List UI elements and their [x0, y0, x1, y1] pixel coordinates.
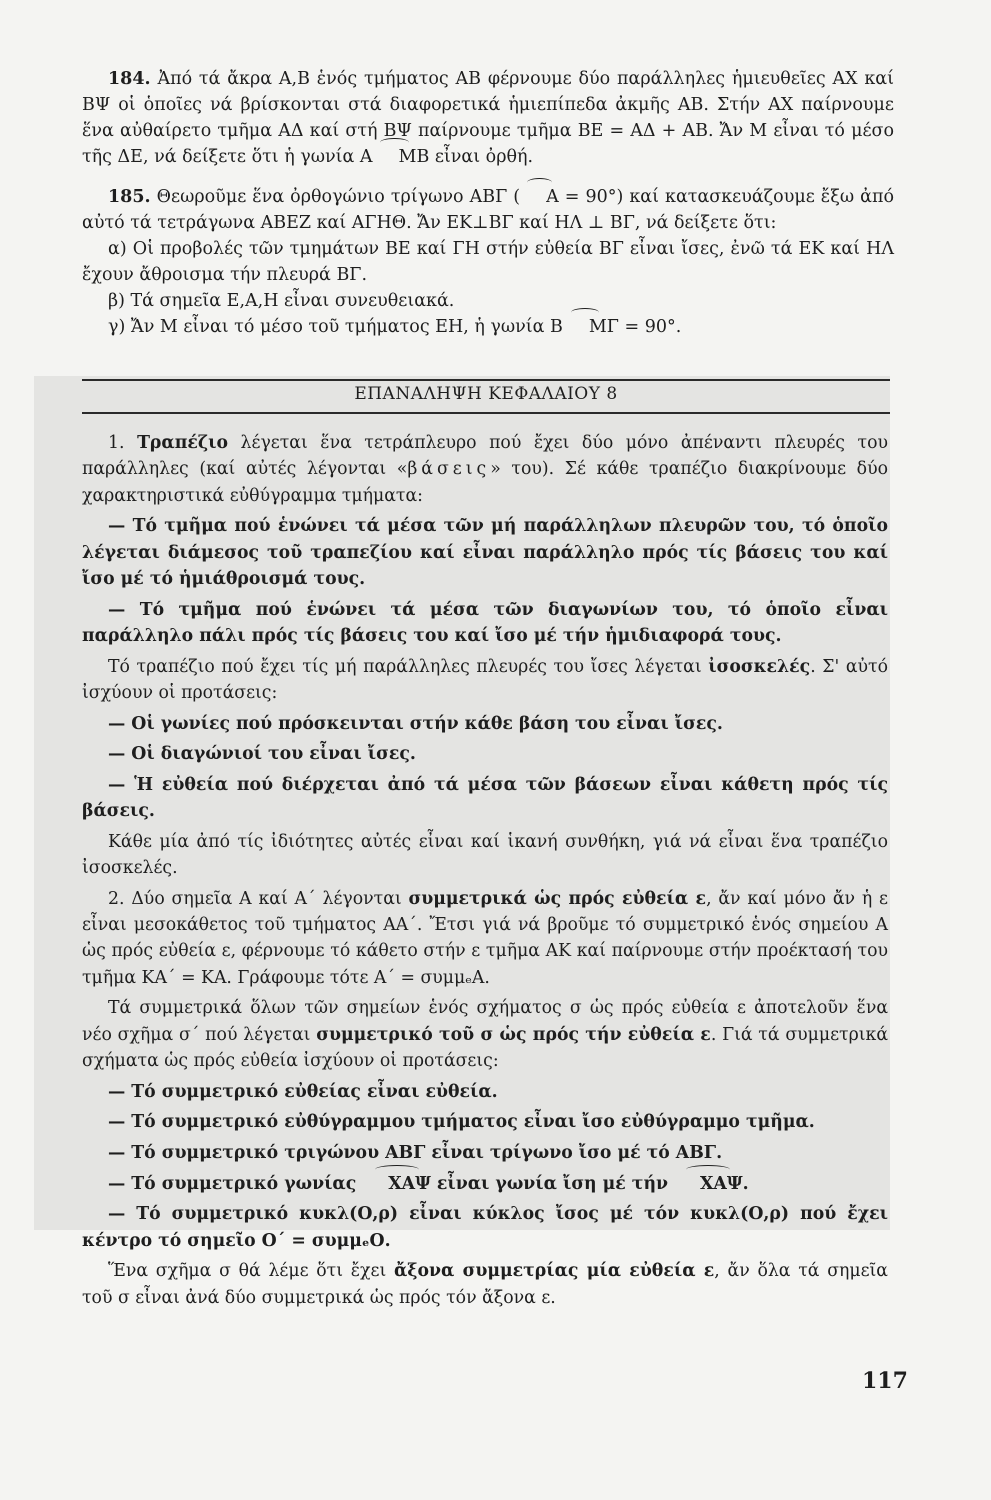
angle-vertex: Μ	[373, 144, 417, 170]
summary-paragraph	[82, 430, 888, 509]
summary-paragraph: Κάθε μία ἀπό τίς ἰδιότητες αὐτές εἶναι καί ἱκανή συνθήκη, γιά νά εἶναι ἕνα τραπέζιο ἰσοσκελές.	[82, 831, 888, 879]
summary-paragraph: — Τό τμῆμα πού ἑνώνει τά μέσα τῶν διαγωνίων του, τό ὁποῖο εἶναι παράλληλο πάλι πρός τίς βάσεις του καί ἴσο μέ τήν ἡμιδιαφορά τους.	[82, 599, 888, 646]
exercise-number: 184.	[108, 69, 151, 89]
summary-paragraph	[82, 886, 888, 991]
angle: ΧΑΨ	[674, 1171, 743, 1197]
summary-paragraph: — Τό τμῆμα πού ἑνώνει τά μέσα τῶν μή παράλληλων πλευρῶν του, τό ὁποῖο λέγεται διάμεσος τοῦ τραπεζίου καί εἶναι παράλληλο πρός τίς βάσεις του καί ἴσο μέ τό ἡμιάθροισμά τους.	[82, 516, 888, 589]
exercise-text: Ἀπό τά ἄκρα Α,Β ἑνός τμήματος ΑΒ φέρνουμε δύο παράλληλες ἡμιευθεῖες ΑΧ καί ΒΨ οἱ ὁποῖες νά βρίσκονται στά διαφορετικά ἡμιεπίπεδα ἀκμῆς ΑΒ. Στήν ΑΧ παίρνουμε ἕνα αὐθαίρετο τμῆμα ΑΔ καί στή ΒΨ παίρνουμε τμῆμα ΒΕ = ΑΔ + ΑΒ. Ἄν Μ εἶναι τό μέσο τῆς ΔΕ, νά δείξετε ὅτι ἡ γωνία Α	[82, 69, 894, 167]
text: . Γιά τά συμμετρικά σχήματα ὡς πρός εὐθεία ἰσχύουν οἱ προτάσεις:	[82, 1024, 889, 1072]
text: Τά συμμετρικά ὅλων τῶν σημείων ἑνός σχήματος σ ὡς πρός εὐθεία ε ἀποτελοῦν ἕνα νέο σχῆμα σ΄ πού λέγεται	[82, 998, 888, 1045]
summary-paragraph: — Ἡ εὐθεία πού διέρχεται ἀπό τά μέσα τῶν βάσεων εἶναι κάθετη πρός τίς βάσεις.	[82, 774, 888, 822]
exercise-text: Γ = 90°.	[606, 317, 682, 337]
text: — Τό συμμετρικό γωνίας	[108, 1173, 363, 1194]
angle: ΧΑΨ	[362, 1171, 431, 1197]
term: συμμετρικό τοῦ σ ὡς πρός τήν εὐθεία ε	[316, 1024, 711, 1045]
text: . Σ' αὐτό ἰσχύουν οἱ προτάσεις:	[82, 656, 888, 703]
summary-paragraph	[82, 1258, 888, 1311]
text: .	[742, 1173, 749, 1194]
top-rule	[82, 379, 890, 381]
summary-paragraph: — Οἱ γωνίες πού πρόσκεινται στήν κάθε βάση του εἶναι ἴσες.	[108, 713, 723, 734]
summary-paragraph	[82, 654, 888, 707]
text: Δύο σημεῖα Α καί Α΄ λέγονται	[124, 888, 409, 909]
text: Τό τραπέζιο πού ἔχει τίς μή παράλληλες πλευρές του ἴσες λέγεται	[108, 656, 709, 677]
exercise-item-a: α) Οἱ προβολές τῶν τμημάτων ΒΕ καί ΓΗ στήν εὐθεία ΒΓ εἶναι ἴσες, ἐνῶ τά ΕΚ καί ΗΛ ἔχουν ἄθροισμα τήν πλευρά ΒΓ.	[82, 239, 894, 285]
summary-paragraph	[82, 1171, 888, 1197]
section-number: 2.	[108, 888, 125, 909]
angle-vertex: Μ	[563, 314, 607, 340]
exercise-item-c	[82, 314, 894, 340]
text: , ἄν καί μόνο ἄν ἡ ε εἶναι μεσοκάθετος τοῦ τμήματος ΑΑ΄. Ἔτσι γιά νά βροῦμε τό συμμετρικό ἑνός σημείου Α ὡς πρός εὐθεία ε, φέρνουμε τό κάθετο στήν ε τμῆμα ΑΚ καί παίρνουμε στήν προέκτασή του τμῆμα ΚΑ΄ = ΚΑ. Γράφουμε τότε Α΄ = συμμₑΑ.	[82, 888, 888, 988]
exercise-184	[82, 66, 894, 170]
summary-paragraph: — Οἱ διαγώνιοί του εἶναι ἴσες.	[108, 744, 416, 765]
section-number: 1.	[108, 433, 125, 453]
chapter-summary-box	[34, 376, 890, 1308]
spaced-term: βάσεις	[407, 459, 491, 480]
text: εἶναι γωνία ἴση μέ τήν	[430, 1173, 675, 1194]
summary-body	[82, 430, 888, 1311]
exercises-section	[82, 66, 894, 340]
angle-vertex: Α	[520, 184, 559, 210]
summary-paragraph	[82, 995, 888, 1074]
exercise-item-b: β) Τά σημεῖα Ε,Α,Η εἶναι συνευθειακά.	[108, 291, 455, 311]
term: ἰσοσκελές	[708, 656, 811, 677]
term: Τραπέζιο	[137, 433, 228, 453]
text: Ἕνα σχῆμα σ θά λέμε ὅτι ἔχει	[108, 1261, 394, 1282]
exercise-185	[82, 184, 894, 340]
summary-paragraph: — Τό συμμετρικό τριγώνου ΑΒΓ εἶναι τρίγωνο ἴσο μέ τό ΑΒΓ.	[108, 1143, 723, 1164]
exercise-text: γ) Ἄν Μ εἶναι τό μέσο τοῦ τμήματος ΕΗ, ἡ γωνία Β	[108, 317, 563, 337]
term: ἄξονα συμμετρίας μία εὐθεία ε	[394, 1261, 715, 1282]
text: , ἄν ὅλα τά σημεῖα τοῦ σ εἶναι ἀνά δύο συμμετρικά ὡς πρός τόν ἄξονα ε.	[82, 1261, 888, 1308]
page-number: 117	[862, 1368, 908, 1394]
exercise-text: = 90°) καί κατασκευάζουμε ἔξω ἀπό αὐτό τά τετράγωνα ΑΒΕΖ καί ΑΓΗΘ. Ἄν ΕΚ⊥ΒΓ καί ΗΛ ⊥ ΒΓ, νά δείξετε ὅτι:	[82, 187, 894, 233]
bottom-rule	[82, 412, 890, 414]
summary-paragraph: — Τό συμμετρικό εὐθύγραμμου τμήματος εἶναι ἴσο εὐθύγραμμο τμῆμα.	[108, 1112, 815, 1133]
summary-title: ΕΠΑΝΑΛΗΨΗ ΚΕΦΑΛΑΙΟΥ 8	[354, 384, 618, 404]
exercise-text: Θεωροῦμε ἕνα ὀρθογώνιο τρίγωνο ΑΒΓ (	[156, 187, 521, 207]
text: » του). Σέ κάθε τραπέζιο διακρίνουμε δύο χαρακτηριστικά εὐθύγραμμα τμήματα:	[82, 459, 888, 506]
summary-paragraph: — Τό συμμετρικό κυκλ(Ο,ρ) εἶναι κύκλος ἴσος μέ τόν κυκλ(Ο,ρ) πού ἔχει κέντρο τό σημεῖο Ο΄ = συμμₑΟ.	[82, 1204, 888, 1251]
exercise-text: Β εἶναι ὀρθή.	[416, 147, 534, 167]
text: λέγεται ἕνα τετράπλευρο πού ἔχει δύο μόνο ἀπέναντι πλευρές του παράλληλες (καί αὐτές λέγονται «	[82, 433, 889, 480]
summary-paragraph: — Τό συμμετρικό εὐθείας εἶναι εὐθεία.	[108, 1081, 498, 1102]
term: συμμετρικά ὡς πρός εὐθεία ε	[408, 888, 707, 909]
exercise-number: 185.	[108, 187, 151, 207]
